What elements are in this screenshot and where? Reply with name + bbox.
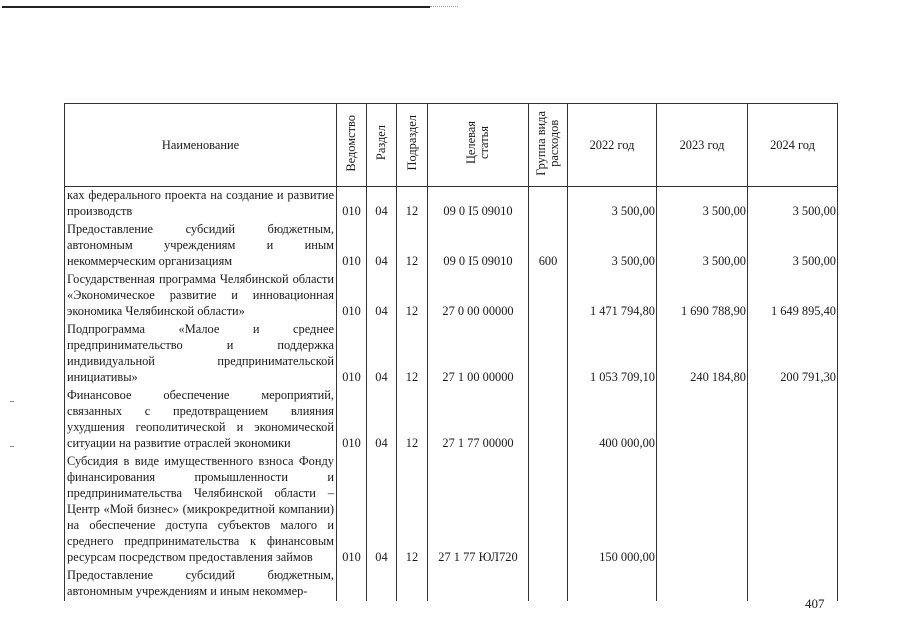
row-name: Предоставление субсидий бюджетным, автономным учреждениям и иным некоммерческим организациям (65, 221, 337, 271)
margin-speck (10, 401, 14, 402)
header-2023: 2023 год (657, 104, 748, 187)
row-name: Финансовое обеспечение мероприятий, связанных с предотвращением влияния ухудшения геополитической и экономической ситуации на развитие отраслей экономики (65, 387, 337, 453)
row-name: Субсидия в виде имущественного взноса Фонду финансирования промышленности и предпринимательства Челябинской области – Центр «Мой бизнес» (микрокредитной компании) на обеспечение доступа субъектов малого и среднего предпринимательства к финансовым ресурсам посредством предоставления займов (65, 453, 337, 567)
row-2022 (568, 567, 657, 601)
header-podrazdel: Подраздел (397, 104, 428, 187)
row-podrazdel: 12 (397, 387, 428, 453)
row-razdel: 04 (367, 221, 397, 271)
row-gruppa-vida (529, 453, 568, 567)
row-name: Подпрограмма «Малое и среднее предпринимательство и поддержка индивидуальной предпринимательской инициативы» (65, 321, 337, 387)
row-podrazdel: 12 (397, 321, 428, 387)
table-row (65, 221, 838, 271)
header-celevaya-statya: Целевая статья (428, 104, 529, 187)
row-gruppa-vida (529, 321, 568, 387)
header-2024: 2024 год (748, 104, 838, 187)
row-2022: 150 000,00 (568, 453, 657, 567)
row-gruppa-vida: 600 (529, 221, 568, 271)
row-gruppa-vida (529, 271, 568, 321)
row-name: ках федерального проекта на создание и развитие производств (65, 187, 337, 222)
header-2022: 2022 год (568, 104, 657, 187)
table-row (65, 387, 838, 453)
header-razdel: Раздел (367, 104, 397, 187)
row-razdel: 04 (367, 271, 397, 321)
row-2023: 1 690 788,90 (657, 271, 748, 321)
row-podrazdel (397, 567, 428, 601)
table-row (65, 453, 838, 567)
row-podrazdel: 12 (397, 271, 428, 321)
row-podrazdel: 12 (397, 187, 428, 222)
row-2024: 3 500,00 (748, 221, 838, 271)
row-vedomstvo: 010 (337, 321, 367, 387)
table-row (65, 567, 838, 601)
row-2022: 3 500,00 (568, 187, 657, 222)
row-2023 (657, 567, 748, 601)
row-celevaya-statya: 27 1 77 ЮЛ720 (428, 453, 529, 567)
row-2022: 3 500,00 (568, 221, 657, 271)
margin-speck (10, 446, 14, 447)
row-celevaya-statya: 27 1 77 00000 (428, 387, 529, 453)
budget-table (64, 103, 838, 601)
row-razdel (367, 567, 397, 601)
row-celevaya-statya (428, 567, 529, 601)
table-header-row (65, 104, 838, 187)
table-row (65, 321, 838, 387)
row-podrazdel: 12 (397, 221, 428, 271)
header-vedomstvo: Ведомство (337, 104, 367, 187)
scan-border-line (2, 6, 430, 8)
row-vedomstvo: 010 (337, 187, 367, 222)
row-vedomstvo: 010 (337, 453, 367, 567)
row-2024 (748, 453, 838, 567)
row-razdel: 04 (367, 387, 397, 453)
row-celevaya-statya: 27 1 00 00000 (428, 321, 529, 387)
table-row (65, 271, 838, 321)
row-2024 (748, 387, 838, 453)
row-name: Предоставление субсидий бюджетным, автономным учреждениям и иным некоммер- (65, 567, 337, 601)
row-vedomstvo: 010 (337, 221, 367, 271)
row-name: Государственная программа Челябинской области «Экономическое развитие и инновационная экономика Челябинской области» (65, 271, 337, 321)
row-2022: 1 053 709,10 (568, 321, 657, 387)
header-gruppa-vida-rashodov: Группа вида расходов (529, 104, 568, 187)
row-2023: 240 184,80 (657, 321, 748, 387)
row-2023: 3 500,00 (657, 221, 748, 271)
row-2022: 1 471 794,80 (568, 271, 657, 321)
row-razdel: 04 (367, 321, 397, 387)
row-2024: 3 500,00 (748, 187, 838, 222)
row-2022: 400 000,00 (568, 387, 657, 453)
row-celevaya-statya: 27 0 00 00000 (428, 271, 529, 321)
row-gruppa-vida (529, 387, 568, 453)
row-podrazdel: 12 (397, 453, 428, 567)
row-vedomstvo (337, 567, 367, 601)
row-2023 (657, 453, 748, 567)
row-2024: 1 649 895,40 (748, 271, 838, 321)
row-celevaya-statya: 09 0 I5 09010 (428, 187, 529, 222)
page-number: 407 (805, 596, 825, 611)
row-gruppa-vida (529, 567, 568, 601)
row-vedomstvo: 010 (337, 271, 367, 321)
row-gruppa-vida (529, 187, 568, 222)
row-celevaya-statya: 09 0 I5 09010 (428, 221, 529, 271)
row-vedomstvo: 010 (337, 387, 367, 453)
row-razdel: 04 (367, 453, 397, 567)
scan-border-dots (430, 6, 458, 8)
row-razdel: 04 (367, 187, 397, 222)
row-2023 (657, 387, 748, 453)
table-row (65, 187, 838, 222)
row-2023: 3 500,00 (657, 187, 748, 222)
row-2024: 200 791,30 (748, 321, 838, 387)
header-name: Наименование (65, 104, 337, 187)
